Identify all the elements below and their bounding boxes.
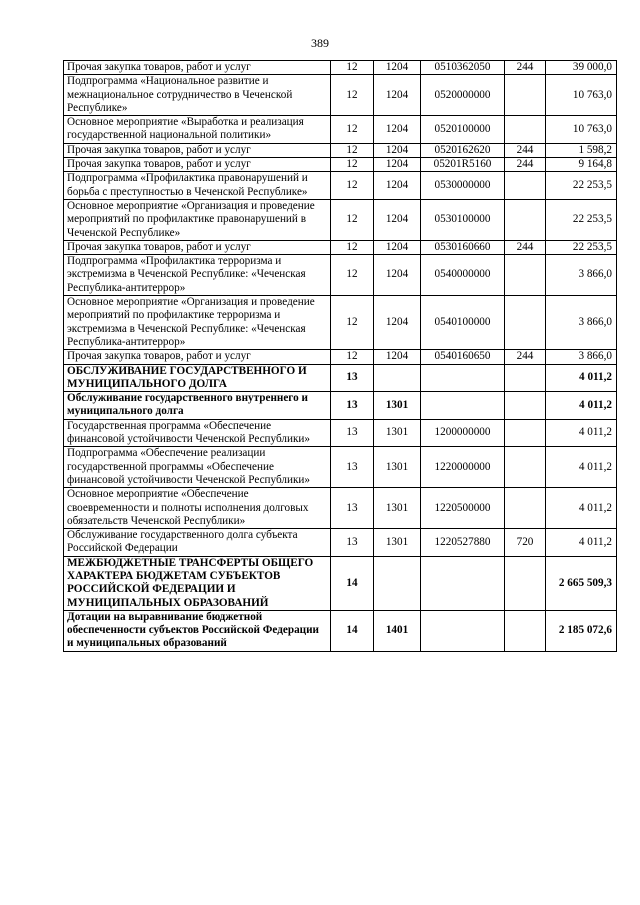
amount-cell: 39 000,0 — [546, 61, 617, 75]
section-code-cell: 12 — [331, 172, 374, 200]
amount-cell: 9 164,8 — [546, 158, 617, 172]
row-name-cell: Прочая закупка товаров, работ и услуг — [64, 158, 331, 172]
row-name-cell: Прочая закупка товаров, работ и услуг — [64, 143, 331, 157]
target-article-code-cell — [421, 364, 505, 392]
section-code-cell: 12 — [331, 143, 374, 157]
row-name-cell: ОБСЛУЖИВАНИЕ ГОСУДАРСТВЕННОГО И МУНИЦИПАЛЬНОГО ДОЛГА — [64, 364, 331, 392]
expense-type-code-cell — [505, 296, 546, 350]
section-code-cell: 14 — [331, 610, 374, 651]
table-row — [64, 350, 617, 364]
row-name-cell: Дотации на выравнивание бюджетной обеспеченности субъектов Российской Федерации и муниципальных образований — [64, 610, 331, 651]
subsection-code-cell: 1301 — [374, 488, 421, 529]
table-row — [64, 240, 617, 254]
amount-cell: 4 011,2 — [546, 364, 617, 392]
expense-type-code-cell: 720 — [505, 529, 546, 557]
expense-type-code-cell — [505, 199, 546, 240]
amount-cell: 22 253,5 — [546, 240, 617, 254]
amount-cell: 4 011,2 — [546, 529, 617, 557]
row-name-cell: Прочая закупка товаров, работ и услуг — [64, 61, 331, 75]
subsection-code-cell: 1204 — [374, 116, 421, 144]
row-name-cell: Основное мероприятие «Организация и проведение мероприятий по профилактике терроризма и экстремизма в Чеченской Республике: «Чеченская Республика-антитеррор» — [64, 296, 331, 350]
row-name-cell: МЕЖБЮДЖЕТНЫЕ ТРАНСФЕРТЫ ОБЩЕГО ХАРАКТЕРА БЮДЖЕТАМ СУБЪЕКТОВ РОССИЙСКОЙ ФЕДЕРАЦИИ И МУНИЦИПАЛЬНЫХ ОБРАЗОВАНИЙ — [64, 556, 331, 610]
target-article-code-cell: 0540160650 — [421, 350, 505, 364]
subsection-code-cell: 1204 — [374, 61, 421, 75]
target-article-code-cell: 0510362050 — [421, 61, 505, 75]
subsection-code-cell: 1401 — [374, 610, 421, 651]
budget-table — [63, 60, 617, 652]
target-article-code-cell: 0530100000 — [421, 199, 505, 240]
section-code-cell: 13 — [331, 419, 374, 447]
section-code-cell: 14 — [331, 556, 374, 610]
amount-cell: 1 598,2 — [546, 143, 617, 157]
section-code-cell: 12 — [331, 116, 374, 144]
target-article-code-cell — [421, 556, 505, 610]
table-row — [64, 364, 617, 392]
table-row — [64, 143, 617, 157]
target-article-code-cell: 0540100000 — [421, 296, 505, 350]
section-code-cell: 12 — [331, 296, 374, 350]
target-article-code-cell: 1220527880 — [421, 529, 505, 557]
target-article-code-cell: 0520000000 — [421, 75, 505, 116]
row-name-cell: Прочая закупка товаров, работ и услуг — [64, 350, 331, 364]
subsection-code-cell: 1204 — [374, 172, 421, 200]
table-row — [64, 116, 617, 144]
target-article-code-cell: 0540000000 — [421, 255, 505, 296]
table-row — [64, 75, 617, 116]
table-row — [64, 296, 617, 350]
section-code-cell: 13 — [331, 529, 374, 557]
target-article-code-cell: 1200000000 — [421, 419, 505, 447]
expense-type-code-cell: 244 — [505, 61, 546, 75]
row-name-cell: Подпрограмма «Национальное развитие и межнациональное сотрудничество в Чеченской Республике» — [64, 75, 331, 116]
row-name-cell: Прочая закупка товаров, работ и услуг — [64, 240, 331, 254]
amount-cell: 2 665 509,3 — [546, 556, 617, 610]
row-name-cell: Подпрограмма «Профилактика правонарушений и борьба с преступностью в Чеченской Республике» — [64, 172, 331, 200]
amount-cell: 22 253,5 — [546, 199, 617, 240]
expense-type-code-cell: 244 — [505, 143, 546, 157]
subsection-code-cell: 1204 — [374, 240, 421, 254]
expense-type-code-cell: 244 — [505, 158, 546, 172]
amount-cell: 10 763,0 — [546, 116, 617, 144]
section-code-cell: 12 — [331, 158, 374, 172]
section-code-cell: 13 — [331, 392, 374, 420]
subsection-code-cell: 1204 — [374, 199, 421, 240]
section-code-cell: 12 — [331, 240, 374, 254]
amount-cell: 2 185 072,6 — [546, 610, 617, 651]
subsection-code-cell: 1204 — [374, 350, 421, 364]
target-article-code-cell: 1220500000 — [421, 488, 505, 529]
subsection-code-cell: 1204 — [374, 296, 421, 350]
subsection-code-cell: 1204 — [374, 255, 421, 296]
target-article-code-cell: 0530160660 — [421, 240, 505, 254]
row-name-cell: Основное мероприятие «Выработка и реализация государственной национальной политики» — [64, 116, 331, 144]
expense-type-code-cell — [505, 419, 546, 447]
row-name-cell: Подпрограмма «Обеспечение реализации государственной программы «Обеспечение финансовой устойчивости Чеченской Республики» — [64, 447, 331, 488]
subsection-code-cell — [374, 364, 421, 392]
table-row — [64, 255, 617, 296]
amount-cell: 4 011,2 — [546, 392, 617, 420]
target-article-code-cell: 0530000000 — [421, 172, 505, 200]
section-code-cell: 12 — [331, 199, 374, 240]
row-name-cell: Обслуживание государственного внутреннего и муниципального долга — [64, 392, 331, 420]
budget-table-body — [64, 61, 617, 652]
table-row — [64, 158, 617, 172]
amount-cell: 3 866,0 — [546, 255, 617, 296]
table-row — [64, 392, 617, 420]
subsection-code-cell — [374, 556, 421, 610]
target-article-code-cell: 0520162620 — [421, 143, 505, 157]
section-code-cell: 12 — [331, 61, 374, 75]
subsection-code-cell: 1301 — [374, 392, 421, 420]
table-row — [64, 61, 617, 75]
target-article-code-cell: 1220000000 — [421, 447, 505, 488]
amount-cell: 22 253,5 — [546, 172, 617, 200]
row-name-cell: Подпрограмма «Профилактика терроризма и экстремизма в Чеченской Республике: «Чеченская Республика-антитеррор» — [64, 255, 331, 296]
table-row — [64, 529, 617, 557]
target-article-code-cell — [421, 610, 505, 651]
target-article-code-cell — [421, 392, 505, 420]
subsection-code-cell: 1204 — [374, 75, 421, 116]
subsection-code-cell: 1204 — [374, 158, 421, 172]
amount-cell: 3 866,0 — [546, 296, 617, 350]
amount-cell: 4 011,2 — [546, 488, 617, 529]
expense-type-code-cell — [505, 255, 546, 296]
expense-type-code-cell — [505, 172, 546, 200]
expense-type-code-cell: 244 — [505, 240, 546, 254]
table-row — [64, 556, 617, 610]
table-row — [64, 610, 617, 651]
row-name-cell: Государственная программа «Обеспечение финансовой устойчивости Чеченской Республики» — [64, 419, 331, 447]
expense-type-code-cell — [505, 75, 546, 116]
expense-type-code-cell — [505, 392, 546, 420]
expense-type-code-cell — [505, 488, 546, 529]
subsection-code-cell: 1204 — [374, 143, 421, 157]
section-code-cell: 12 — [331, 350, 374, 364]
expense-type-code-cell — [505, 610, 546, 651]
subsection-code-cell: 1301 — [374, 419, 421, 447]
expense-type-code-cell — [505, 447, 546, 488]
section-code-cell: 12 — [331, 75, 374, 116]
section-code-cell: 13 — [331, 488, 374, 529]
table-row — [64, 447, 617, 488]
expense-type-code-cell — [505, 556, 546, 610]
amount-cell: 4 011,2 — [546, 447, 617, 488]
expense-type-code-cell — [505, 116, 546, 144]
table-row — [64, 488, 617, 529]
row-name-cell: Обслуживание государственного долга субъекта Российской Федерации — [64, 529, 331, 557]
target-article-code-cell: 05201R5160 — [421, 158, 505, 172]
section-code-cell: 13 — [331, 364, 374, 392]
table-row — [64, 419, 617, 447]
row-name-cell: Основное мероприятие «Организация и проведение мероприятий по профилактике правонарушений в Чеченской Республике» — [64, 199, 331, 240]
subsection-code-cell: 1301 — [374, 447, 421, 488]
amount-cell: 3 866,0 — [546, 350, 617, 364]
section-code-cell: 13 — [331, 447, 374, 488]
table-row — [64, 172, 617, 200]
expense-type-code-cell: 244 — [505, 350, 546, 364]
expense-type-code-cell — [505, 364, 546, 392]
section-code-cell: 12 — [331, 255, 374, 296]
amount-cell: 10 763,0 — [546, 75, 617, 116]
amount-cell: 4 011,2 — [546, 419, 617, 447]
row-name-cell: Основное мероприятие «Обеспечение своевременности и полноты исполнения долговых обязательств Чеченской Республики» — [64, 488, 331, 529]
table-row — [64, 199, 617, 240]
page-number: 389 — [311, 36, 329, 50]
target-article-code-cell: 0520100000 — [421, 116, 505, 144]
subsection-code-cell: 1301 — [374, 529, 421, 557]
